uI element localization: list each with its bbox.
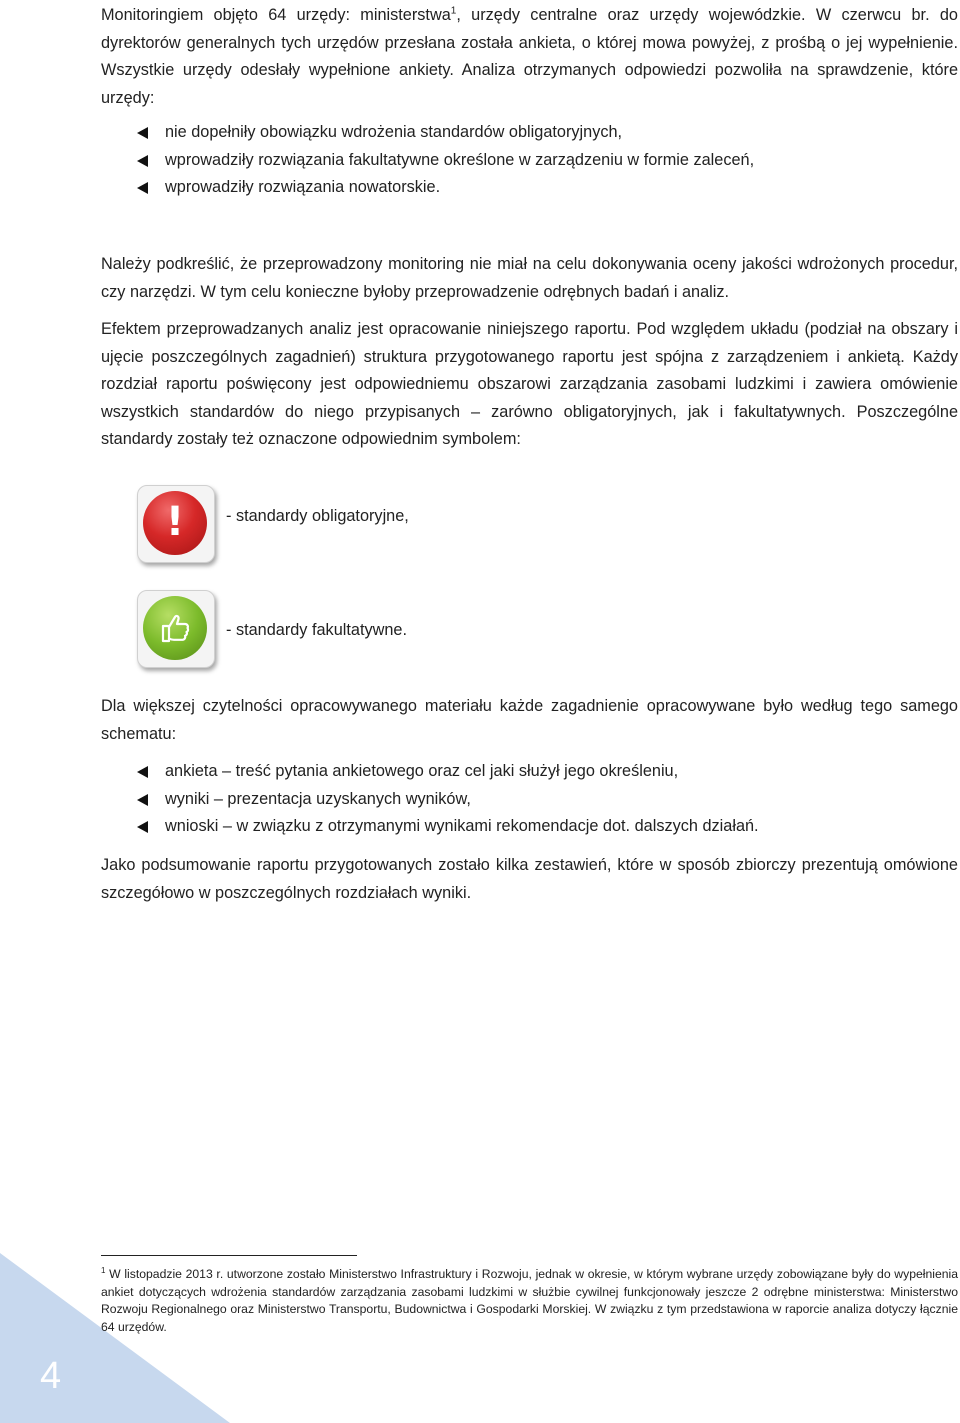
exclamation-icon <box>143 491 207 555</box>
list-item <box>101 174 958 202</box>
footnote-text: W listopadzie 2013 r. utworzone zostało Ministerstwo Infrastruktury i Rozwoju, jednak w okresie, w którym wybrane urzędy zobowiązane były do wypełnienia ankiet dotyczących wdrożenia standardów zarządzania zasobami ludzkimi w służbie cywilnej funkcjonowały jeszcze 2 odrębne ministerstwa: Ministerstwo Rozwoju Regionalnego oraz Ministerstwo Transportu, Budownictwa i Gospodarki Morskiej. W związku z tym przedstawiona w raporcie analiza dotyczy łącznie 64 urzędów. <box>101 1267 958 1334</box>
exclamation-glyph: ! <box>165 499 185 545</box>
footnote-separator <box>101 1255 357 1256</box>
obligatory-symbol <box>137 485 217 565</box>
list-item <box>101 813 958 841</box>
list-item-text: nie dopełniły obowiązku wdrożenia standardów obligatoryjnych, <box>165 123 623 141</box>
report-structure-paragraph: Efektem przeprowadzanych analiz jest opracowanie niniejszego raportu. Pod względem układu (podział na obszary i ujęcie poszczególnych zagadnień) struktura przygotowanego raportu jest spójna z zarządzeniem i ankietą. Każdy rozdział raportu poświęcony jest odpowiedniemu obszarowi zarządzania zasobami ludzkimi i zawiera omówienie wszystkich standardów do niego przypisanych – zarówno obligatoryjnych, jak i fakultatywnych. Poszczególne standardy zostały też oznaczone odpowiednim symbolem: <box>101 320 958 448</box>
summary-paragraph: Jako podsumowanie raportu przygotowanych zostało kilka zestawień, które w sposób zbiorczy prezentują omówione szczegółowo w poszczególnych rozdziałach wyniki. <box>101 856 958 902</box>
triangle-bullet-icon <box>137 794 148 806</box>
schema-list <box>101 758 958 841</box>
intro-paragraph <box>101 2 958 112</box>
list-item <box>101 786 958 814</box>
list-item <box>101 119 958 147</box>
list-item-text: ankieta – treść pytania ankietowego oraz cel jaki służył jego określeniu, <box>165 762 679 780</box>
triangle-bullet-icon <box>137 127 148 139</box>
thumbs-up-glyph <box>157 610 193 646</box>
list-item-text: wprowadziły rozwiązania fakultatywne określone w zarządzeniu w formie zaleceń, <box>165 150 755 169</box>
page-number: 4 <box>40 1355 62 1397</box>
optional-symbol <box>137 590 217 670</box>
list-item-text: wprowadziły rozwiązania nowatorskie. <box>165 178 441 196</box>
list-item <box>101 147 958 175</box>
triangle-bullet-icon <box>137 182 148 194</box>
list-item <box>101 758 958 786</box>
triangle-bullet-icon <box>137 821 148 833</box>
list-item-text: wnioski – w związku z otrzymanymi wynikami rekomendacje dot. dalszych działań. <box>165 817 759 835</box>
offices-criteria-list <box>101 119 958 202</box>
thumbs-up-icon <box>143 596 207 660</box>
footnote <box>101 1266 958 1336</box>
monitoring-note-paragraph: Należy podkreślić, że przeprowadzony monitoring nie miał na celu dokonywania oceny jakości wdrożonych procedur, czy narzędzi. W tym celu konieczne byłoby przeprowadzenie odrębnych badań i analiz. <box>101 255 958 301</box>
footnote-ref[interactable]: 1 <box>450 5 457 17</box>
list-item-text: wyniki – prezentacja uzyskanych wyników, <box>165 789 471 808</box>
obligatory-label: - standardy obligatoryjne, <box>226 507 409 525</box>
intro-text-b: , urzędy centralne oraz urzędy wojewódzkie. W czerwcu br. do dyrektorów generalnych tych urzędów przesłana została ankieta, o której mowa powyżej, z prośbą o jej wypełnienie. Wszystkie urzędy odesłały wypełnione ankiety. Analiza otrzymanych odpowiedzi pozwoliła na sprawdzenie, które urzędy: <box>101 6 958 107</box>
triangle-bullet-icon <box>137 766 148 778</box>
triangle-bullet-icon <box>137 155 148 167</box>
optional-label: - standardy fakultatywne. <box>226 621 407 639</box>
schema-paragraph: Dla większej czytelności opracowywanego materiału każde zagadnienie opracowywane było według tego samego schematu: <box>101 697 958 743</box>
intro-text-a: Monitoringiem objęto 64 urzędy: ministerstwa <box>101 6 451 24</box>
footnote-mark: 1 <box>101 1265 106 1275</box>
